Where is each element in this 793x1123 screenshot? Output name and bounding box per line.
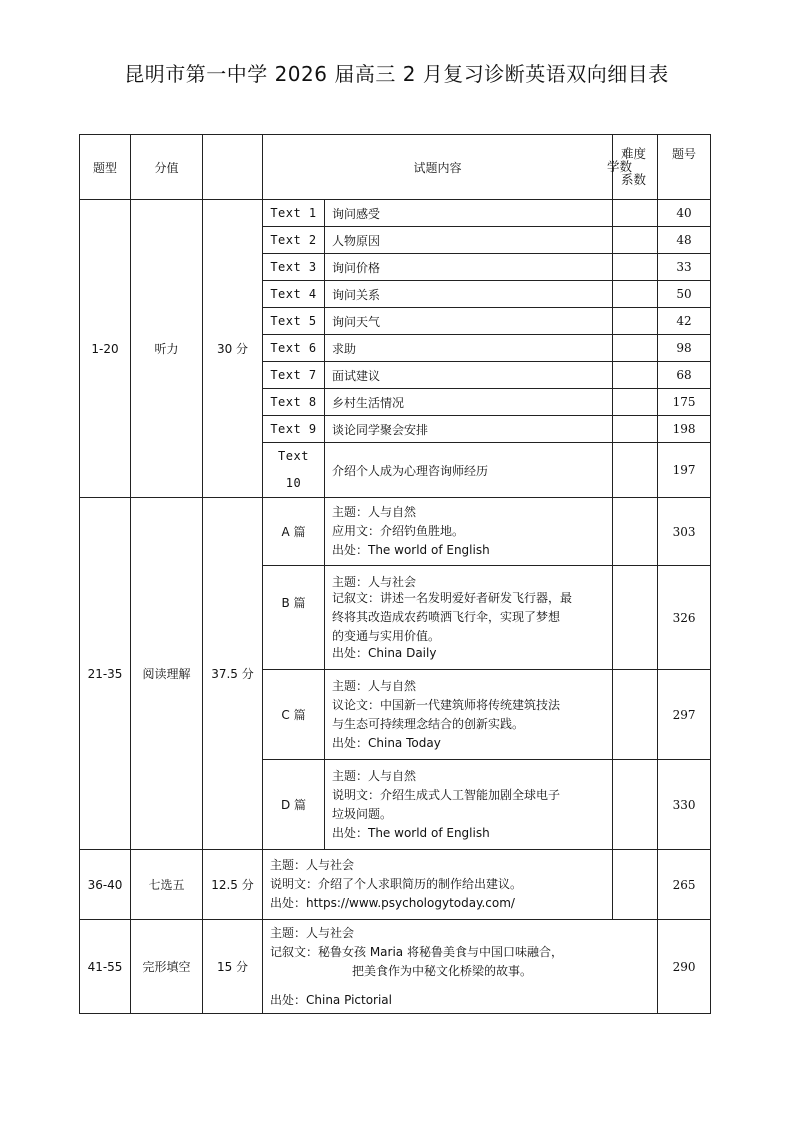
difficulty-cell bbox=[613, 443, 658, 498]
passage-line: 主题：人与自然 bbox=[332, 505, 417, 519]
text-content: 求助 bbox=[325, 335, 613, 362]
difficulty-cell bbox=[613, 254, 658, 281]
text-id: Text 8 bbox=[263, 389, 325, 416]
word-count: 175 bbox=[658, 389, 711, 416]
text-id: Text 1 bbox=[263, 200, 325, 227]
reading-label: 阅读理解 bbox=[131, 498, 203, 850]
word-count: 40 bbox=[658, 200, 711, 227]
cloze-content bbox=[263, 920, 658, 1014]
text-content: 乡村生活情况 bbox=[325, 389, 613, 416]
passage-line: 主题：人与自然 bbox=[332, 678, 417, 693]
difficulty-cell bbox=[613, 335, 658, 362]
cloze-line: 主题：人与社会 bbox=[270, 925, 355, 940]
passage-id: D 篇 bbox=[263, 760, 325, 850]
difficulty-cell bbox=[613, 389, 658, 416]
word-count: 33 bbox=[658, 254, 711, 281]
difficulty-cell bbox=[613, 850, 658, 920]
header-wordcount: 题号 bbox=[658, 135, 711, 200]
header-content: 试题内容 bbox=[263, 135, 613, 200]
seven-content bbox=[263, 850, 613, 920]
passage-line: 终将其改造成农药喷洒飞行伞，实现了梦想 bbox=[332, 610, 561, 624]
passage-content bbox=[325, 566, 613, 670]
listening-score: 30 分 bbox=[203, 200, 263, 498]
text-content: 询问天气 bbox=[325, 308, 613, 335]
reading-range: 21-35 bbox=[80, 498, 131, 850]
table-row bbox=[80, 200, 711, 227]
passage-line: 主题：人与自然 bbox=[332, 768, 417, 783]
text-id bbox=[263, 443, 325, 498]
difficulty-cell bbox=[613, 566, 658, 670]
text-content: 介绍个人成为心理咨询师经历 bbox=[325, 443, 613, 498]
word-count: 326 bbox=[658, 566, 711, 670]
difficulty-cell bbox=[613, 670, 658, 760]
text-id: Text 7 bbox=[263, 362, 325, 389]
seven-line: 说明文：介绍了个人求职简历的制作给出建议。 bbox=[270, 877, 523, 891]
passage-line: 议论文：中国新一代建筑师将传统建筑技法 bbox=[332, 697, 561, 712]
passage-id: B 篇 bbox=[263, 566, 325, 670]
cloze-line: 记叙文：秘鲁女孩 Maria 将秘鲁美食与中国口味融合， bbox=[270, 944, 563, 959]
text-content: 人物原因 bbox=[325, 227, 613, 254]
passage-line: 出处：The world of English bbox=[332, 825, 490, 840]
header-blank bbox=[203, 135, 263, 200]
cloze-score: 15 分 bbox=[203, 920, 263, 1014]
table-row bbox=[80, 920, 711, 1014]
text-content: 询问感受 bbox=[325, 200, 613, 227]
text-content: 询问关系 bbox=[325, 281, 613, 308]
reading-score: 37.5 分 bbox=[203, 498, 263, 850]
word-count: 265 bbox=[658, 850, 711, 920]
difficulty-cell bbox=[613, 498, 658, 566]
cloze-range: 41-55 bbox=[80, 920, 131, 1014]
difficulty-cell bbox=[613, 227, 658, 254]
passage-line: 的变通与实用价值。 bbox=[332, 629, 441, 643]
word-count: 68 bbox=[658, 362, 711, 389]
text-id: Text 9 bbox=[263, 416, 325, 443]
word-count: 290 bbox=[658, 920, 711, 1014]
seven-line: 出处：https://www.psychologytoday.com/ bbox=[270, 896, 515, 910]
text-id: Text 3 bbox=[263, 254, 325, 281]
table-row bbox=[80, 498, 711, 566]
seven-score: 12.5 分 bbox=[203, 850, 263, 920]
spec-table bbox=[79, 134, 711, 1014]
header-difficulty bbox=[607, 135, 658, 200]
seven-range: 36-40 bbox=[80, 850, 131, 920]
passage-line: 主题：人与社会 bbox=[332, 575, 417, 589]
difficulty-cell bbox=[613, 308, 658, 335]
word-count: 198 bbox=[658, 416, 711, 443]
word-count: 48 bbox=[658, 227, 711, 254]
header-difficulty-line3: 系数 bbox=[621, 172, 647, 187]
passage-line: 出处：The world of English bbox=[332, 543, 490, 557]
header-difficulty-line1: 难度 bbox=[621, 146, 647, 161]
text-id: Text 5 bbox=[263, 308, 325, 335]
text-id-line: 10 bbox=[285, 476, 302, 490]
passage-line: 说明文：介绍生成式人工智能加剧全球电子 bbox=[332, 787, 561, 802]
passage-line: 与生态可持续理念结合的创新实践。 bbox=[332, 716, 525, 731]
difficulty-cell bbox=[613, 416, 658, 443]
passage-line: 出处：China Today bbox=[332, 735, 441, 750]
word-count: 330 bbox=[658, 760, 711, 850]
text-content: 询问价格 bbox=[325, 254, 613, 281]
word-count: 303 bbox=[658, 498, 711, 566]
header-difficulty-line2: 学数 bbox=[607, 159, 633, 174]
passage-content bbox=[325, 760, 613, 850]
cloze-line: 出处：China Pictorial bbox=[270, 992, 392, 1007]
word-count: 42 bbox=[658, 308, 711, 335]
passage-id: C 篇 bbox=[263, 670, 325, 760]
passage-id: A 篇 bbox=[263, 498, 325, 566]
passage-content bbox=[325, 670, 613, 760]
header-score: 分值 bbox=[131, 135, 203, 200]
listening-label: 听力 bbox=[131, 200, 203, 498]
text-id-line: Text bbox=[278, 449, 309, 463]
word-count: 297 bbox=[658, 670, 711, 760]
passage-line: 垃圾问题。 bbox=[332, 806, 393, 821]
header-type: 题型 bbox=[80, 135, 131, 200]
cloze-label: 完形填空 bbox=[131, 920, 203, 1014]
passage-content bbox=[325, 498, 613, 566]
word-count: 98 bbox=[658, 335, 711, 362]
difficulty-cell bbox=[613, 281, 658, 308]
text-content: 面试建议 bbox=[325, 362, 613, 389]
difficulty-cell bbox=[613, 362, 658, 389]
text-id: Text 2 bbox=[263, 227, 325, 254]
text-content: 谈论同学聚会安排 bbox=[325, 416, 613, 443]
difficulty-cell bbox=[613, 200, 658, 227]
page-title: 昆明市第一中学 2026 届高三 2 月复习诊断英语双向细目表 bbox=[124, 62, 669, 86]
passage-line: 出处：China Daily bbox=[332, 646, 437, 660]
seven-label: 七选五 bbox=[131, 850, 203, 920]
table-header bbox=[80, 135, 711, 200]
passage-line: 记叙文：讲述一名发明爱好者研发飞行器，最 bbox=[332, 591, 573, 605]
table-row bbox=[80, 850, 711, 920]
cloze-line: 把美食作为中秘文化桥梁的故事。 bbox=[352, 963, 533, 978]
word-count: 197 bbox=[658, 443, 711, 498]
seven-line: 主题：人与社会 bbox=[270, 858, 355, 872]
difficulty-cell bbox=[613, 760, 658, 850]
word-count: 50 bbox=[658, 281, 711, 308]
text-id: Text 6 bbox=[263, 335, 325, 362]
passage-line: 应用文：介绍钓鱼胜地。 bbox=[332, 524, 465, 538]
listening-range: 1-20 bbox=[80, 200, 131, 498]
text-id: Text 4 bbox=[263, 281, 325, 308]
